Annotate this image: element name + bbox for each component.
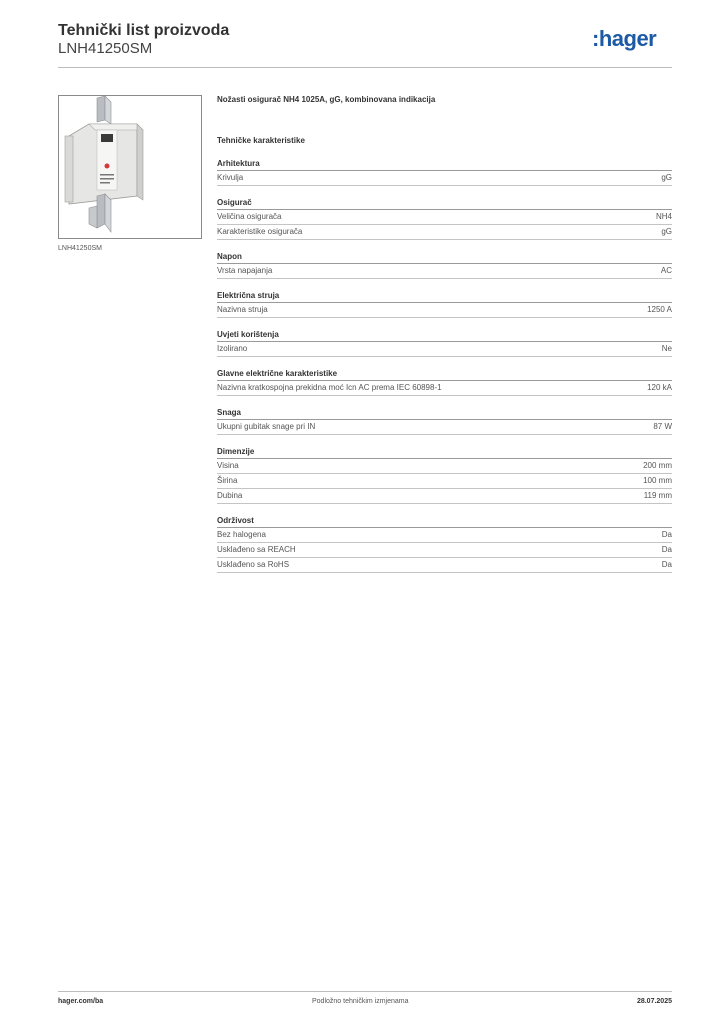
spec-label: Usklađeno sa RoHS: [217, 560, 290, 569]
spec-group-title: Osigurač: [217, 197, 672, 210]
spec-value: Ne: [661, 344, 672, 353]
spec-row: [217, 225, 672, 240]
spec-group: [217, 251, 672, 279]
spec-row: [217, 489, 672, 504]
spec-row: [217, 558, 672, 573]
logo-text: hager: [598, 26, 657, 51]
footer-notice: Podložno tehničkim izmjenama: [312, 998, 409, 1005]
footer-date: 28.07.2025: [636, 998, 672, 1005]
spec-value: NH4: [655, 212, 672, 221]
spec-value: 120 kA: [647, 383, 672, 392]
spec-group-title: Uvjeti korištenja: [217, 329, 672, 342]
spec-label: Krivulja: [217, 173, 244, 182]
spec-group-title: Snaga: [217, 407, 672, 420]
product-image: [58, 95, 202, 239]
spec-group: [217, 158, 672, 186]
spec-content: [217, 95, 672, 584]
spec-label: Karakteristike osigurača: [217, 227, 303, 236]
product-image-caption: LNH41250SM: [58, 245, 102, 252]
spec-label: Nazivna kratkospojna prekidna moć Icn AC prema IEC 60898-1: [217, 383, 442, 392]
spec-label: Vrsta napajanja: [217, 266, 273, 275]
spec-label: Izolirano: [217, 344, 248, 353]
spec-row: [217, 303, 672, 318]
spec-group: [217, 407, 672, 435]
spec-label: Bez halogena: [217, 530, 266, 539]
spec-value: 1250 A: [647, 305, 672, 314]
spec-value: gG: [661, 173, 672, 182]
spec-value: AC: [660, 266, 672, 275]
spec-group: [217, 290, 672, 318]
specs-heading: Tehničke karakteristike: [217, 136, 305, 145]
spec-group-title: Napon: [217, 251, 672, 264]
spec-label: Ukupni gubitak snage pri IN: [217, 422, 316, 431]
spec-row: [217, 459, 672, 474]
spec-group: [217, 368, 672, 396]
spec-row: [217, 543, 672, 558]
product-code: LNH41250SM: [58, 40, 153, 57]
spec-group: [217, 197, 672, 240]
fuse-illustration: [59, 96, 201, 238]
spec-group-title: Glavne električne karakteristike: [217, 368, 672, 381]
spec-group-title: Električna struja: [217, 290, 672, 303]
spec-value: Da: [661, 545, 672, 554]
spec-groups: [217, 158, 672, 573]
spec-row: [217, 474, 672, 489]
header-divider: [58, 67, 672, 68]
spec-value: Da: [661, 530, 672, 539]
spec-row: [217, 264, 672, 279]
spec-group: [217, 515, 672, 573]
spec-label: Dubina: [217, 491, 243, 500]
page-title: Tehnički list proizvoda: [58, 22, 230, 39]
spec-row: [217, 171, 672, 186]
spec-row: [217, 420, 672, 435]
spec-value: gG: [661, 227, 672, 236]
spec-row: [217, 210, 672, 225]
product-description: Nožasti osigurač NH4 1025A, gG, kombinovana indikacija: [217, 95, 436, 104]
spec-label: Nazivna struja: [217, 305, 268, 314]
spec-value: 100 mm: [643, 476, 672, 485]
footer-divider: [58, 991, 672, 992]
spec-group-title: Dimenzije: [217, 446, 672, 459]
spec-row: [217, 342, 672, 357]
footer-website: hager.com/ba: [58, 998, 104, 1005]
spec-row: [217, 381, 672, 396]
spec-label: Veličina osigurača: [217, 212, 282, 221]
spec-group-title: Arhitektura: [217, 158, 672, 171]
spec-label: Širina: [217, 476, 238, 485]
spec-group-title: Održivost: [217, 515, 672, 528]
hager-logo: :hager: [592, 26, 657, 51]
spec-label: Usklađeno sa REACH: [217, 545, 296, 554]
spec-value: 200 mm: [643, 461, 672, 470]
spec-label: Visina: [217, 461, 239, 470]
spec-value: 87 W: [653, 422, 672, 431]
spec-row: [217, 528, 672, 543]
spec-group: [217, 446, 672, 504]
spec-value: 119 mm: [643, 491, 672, 500]
spec-group: [217, 329, 672, 357]
spec-value: Da: [661, 560, 672, 569]
